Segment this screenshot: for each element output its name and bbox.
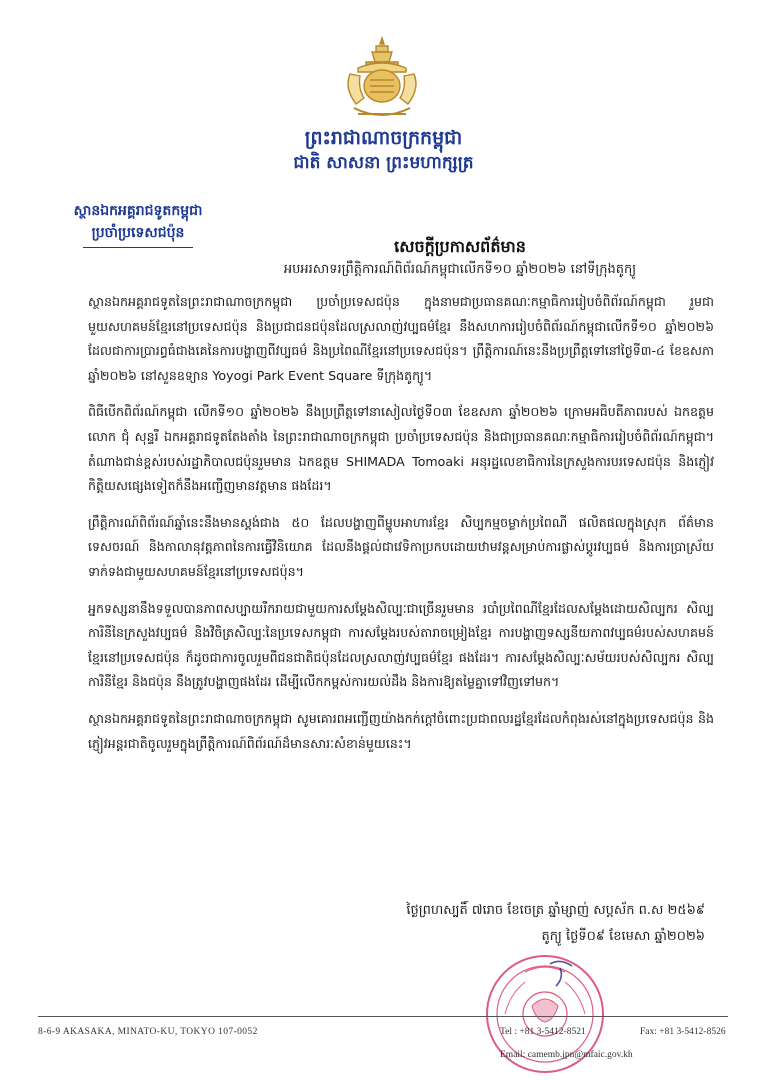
kingdom-name: ព្រះរាជាណាចក្រកម្ពុជា: [304, 127, 463, 149]
footer-telephone: Tel : +81 3-5412-8521: [500, 1027, 586, 1037]
place-and-date: តូក្យូ ថ្ងៃទី០៩ ខែមេសា ឆ្នាំ២០២៦: [541, 929, 705, 944]
document-body: [88, 290, 714, 768]
document-title: សេចក្តីប្រកាសព័ត៌មាន: [394, 237, 526, 256]
paragraph: អ្នកទស្សនានឹងទទួលបានភាពសប្បាយរីករាយជាមួយការសម្តែងសិល្បៈជាច្រើនរួមមាន របាំប្រពៃណីខ្មែរដែលសម្តែងដោយសិល្បករ សិល្បការិនីនៃក្រសួងវប្បធម៌ និងវិចិត្រសិល្បៈនៃប្រទេសកម្ពុជា ការសម្តែងរបស់តារាចម្រៀងខ្មែរ ការបង្ហាញទស្សនីយភាពវប្បធម៌របស់សហគមន៍ខ្មែរនៅប្រទេសជប៉ុន ក៏ដូចជាការចូលរួមពីជនជាតិជប៉ុនដែលស្រលាញ់វប្បធម៌ខ្មែរ ផងដែរ។ ការសម្តែងសិល្បៈសម័យរបស់សិល្បករ សិល្បការិនីខ្មែរ និងជប៉ុន នឹងត្រូវបង្ហាញផងដែរ ដើម្បីលើកកម្ពស់ការយល់ដឹង និងការឱ្យតម្លៃគ្នាទៅវិញទៅមក។: [88, 600, 714, 690]
embassy-line-1: ស្ថានឯកអគ្គរាជទូតកម្ពុជា: [73, 203, 203, 219]
footer-fax: Fax: +81 3-5412-8526: [640, 1027, 726, 1037]
document-subtitle: អបអរសាទរព្រឹត្តិការណ៍ពិព័រណ៍កម្ពុជាលើកទី១០ ឆ្នាំ២០២៦ នៅទីក្រុងតូក្យូ: [283, 262, 637, 277]
footer-address: 8-6-9 AKASAKA, MINATO-KU, TOKYO 107-0052: [38, 1027, 258, 1037]
royal-coat-of-arms-icon: [336, 34, 428, 126]
paragraph: ព្រឹត្តិការណ៍ពិព័រណ៍ឆ្នាំនេះនឹងមានស្តង់ជាង ៥០ ដែលបង្ហាញពីម្ហូបអាហារខ្មែរ សិប្បកម្មចម្លាក់ប្រពៃណី ផលិតផលក្នុងស្រុក ព័ត៌មានទេសចរណ៍ និងកាលានុវត្តភាពនៃការធ្វើវិនិយោគ ដែលនឹងផ្តល់ជាវេទិកាប្រកបដោយឋាមវន្តសម្រាប់ការផ្លាស់ប្តូរវប្បធម៌ និងការប្រាស្រ័យទាក់ទងជាមួយសហគមន៍ខ្មែរនៅប្រទេសជប៉ុន។: [88, 514, 714, 579]
embassy-line-2: ប្រចាំប្រទេសជប៉ុន: [91, 225, 185, 241]
paragraph: ស្ថានឯកអគ្គរាជទូតនៃព្រះរាជាណាចក្រកម្ពុជា ប្រចាំប្រទេសជប៉ុន ក្នុងនាមជាប្រធានគណៈកម្មាធិការរៀបចំពិព័រណ៍កម្ពុជា រួមជាមួយសហគមន៍ខ្មែរនៅប្រទេសជប៉ុន និងប្រជាជនជប៉ុនដែលស្រលាញ់វប្បធម៌ខ្មែរ នឹងសហការរៀបចំពិព័រណ៍កម្ពុជាលើកទី១០ ឆ្នាំ២០២៦ ដែលជាការប្រារព្ធធំជាងគេនៃការបង្ហាញពីវប្បធម៌ និងប្រពៃណីខ្មែរនៅប្រទេសជប៉ុន។ ព្រឹត្តិការណ៍នេះនឹងប្រព្រឹត្តទៅនៅថ្ងៃទី៣-៤ ខែឧសភា ឆ្នាំ២០២៦ នៅសួនឧទ្យាន Yoyogi Park Event Square ទីក្រុងតូក្យូ។: [88, 294, 714, 383]
footer-divider: [38, 1016, 728, 1017]
national-motto: ជាតិ សាសនា ព្រះមហាក្សត្រ: [293, 153, 474, 173]
paragraph: ស្ថានឯកអគ្គរាជទូតនៃព្រះរាជាណាចក្រកម្ពុជា សូមគោរពអញ្ជើញយ៉ាងកក់ក្តៅចំពោះប្រជាពលរដ្ឋខ្មែរដែលកំពុងរស់នៅក្នុងប្រទេសជប៉ុន និងភ្ញៀវអន្តរជាតិចូលរួមក្នុងព្រឹត្តិការណ៍ពិព័រណ៍ដ៏មានសារៈសំខាន់មួយនេះ។: [88, 710, 714, 751]
paragraph: ពិធីបើកពិព័រណ៍កម្ពុជា លើកទី១០ ឆ្នាំ២០២៦ នឹងប្រព្រឹត្តទៅនាសៀលថ្ងៃទី០៣ ខែឧសភា ឆ្នាំ២០២៦ ក្រោមអធិបតីភាពរបស់ ឯកឧត្តម លោក ជុំ សុន្ទរី ឯកអគ្គរាជទូតតែងតាំង នៃព្រះរាជាណាចក្រកម្ពុជា ប្រចាំប្រទេសជប៉ុន និងជាប្រធានគណៈកម្មាធិការរៀបចំពិព័រណ៍កម្ពុជា។ តំណាងជាន់ខ្ពស់របស់រដ្ឋាភិបាលជប៉ុនរួមមាន ឯកឧត្តម SHIMADA Tomoaki អនុរដ្ឋលេខាធិការនៃក្រសួងការបរទេសជប៉ុន និងភ្ញៀវកិត្តិយសផ្សេងទៀតក៏នឹងអញ្ជើញមានវត្តមាន ផងដែរ។: [88, 404, 714, 494]
footer-email: Email: camemb.jpn@mfaic.gov.kh: [500, 1050, 633, 1060]
lunar-date: ថ្ងៃព្រហស្បតិ៍ ៧រោច ខែចេត្រ ឆ្នាំម្សាញ់ សប្តស័ក ព.ស ២៥៦៩: [406, 903, 705, 918]
